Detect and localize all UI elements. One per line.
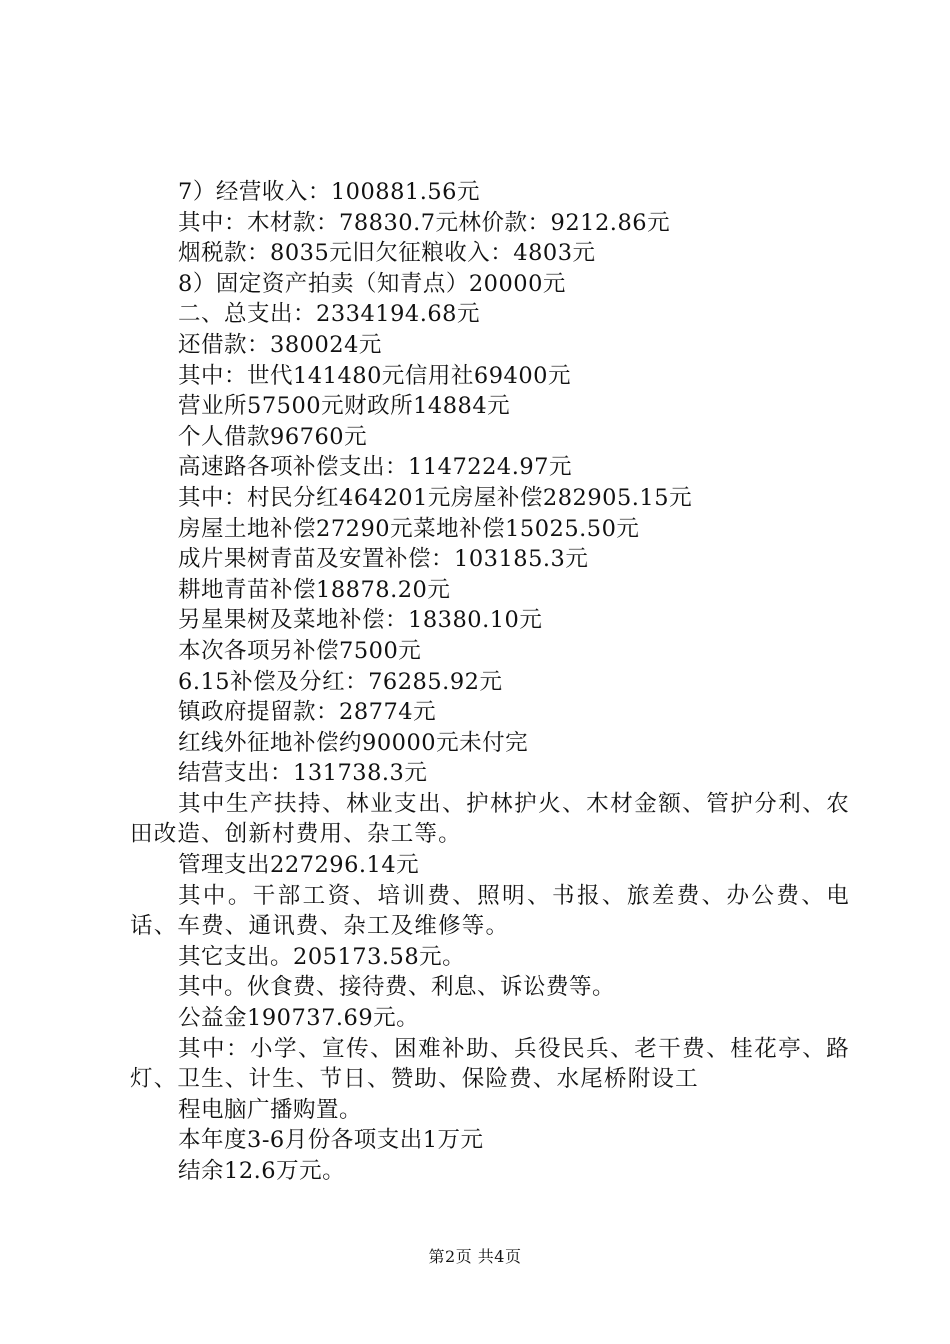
text-line-extra-compensation: 本次各项另补偿7500元 <box>178 637 422 664</box>
text-line-land-vegetable: 房屋土地补偿27290元菜地补偿15025.50元 <box>178 515 640 542</box>
text-line-highway-compensation: 高速路各项补偿支出：1147224.97元 <box>178 454 572 481</box>
text-line-orchard-resettlement: 成片果树青苗及安置补偿：103185.3元 <box>178 546 589 573</box>
text-line-scattered-trees: 另星果树及菜地补偿：18380.10元 <box>178 607 543 634</box>
text-line-town-retention: 镇政府提留款：28774元 <box>178 699 437 726</box>
page-footer: 第2页 共4页 <box>428 1247 522 1266</box>
document-body <box>130 177 850 1187</box>
text-line-loan-detail-2: 营业所57500元财政所14884元 <box>178 393 511 420</box>
text-line-dividend-housing: 其中：村民分红464201元房屋补偿282905.15元 <box>178 484 693 511</box>
text-line-total-expenditure: 二、总支出：2334194.68元 <box>178 301 480 328</box>
text-line-farmland-crops: 耕地青苗补偿18878.20元 <box>178 576 451 603</box>
text-line-balance: 结余12.6万元。 <box>178 1158 346 1184</box>
text-line-timber: 其中：木材款：78830.7元林价款：9212.86元 <box>178 209 671 236</box>
text-line-redline-land: 红线外征地补偿约90000元未付完 <box>178 729 529 756</box>
text-line-june15-compensation: 6.15补偿及分红：76285.92元 <box>178 668 503 695</box>
text-line-other-expenditure: 其它支出。205173.58元。 <box>178 943 466 970</box>
text-line-asset-auction: 8）固定资产拍卖（知青点）20000元 <box>178 270 566 297</box>
text-line-personal-loan: 个人借款96760元 <box>178 423 368 450</box>
text-line-business-income: 7）经营收入：100881.56元 <box>178 179 480 205</box>
text-line-loan-repayment: 还借款：380024元 <box>178 331 382 358</box>
text-line-quarter-expenditure: 本年度3-6月份各项支出1万元 <box>178 1127 484 1154</box>
paragraph-operating-detail: 其中生产扶持、林业支出、护林护火、木材金额、管护分利、农田改造、创新村费用、杂工等。 <box>130 790 850 848</box>
text-line-public-welfare: 公益金190737.69元。 <box>178 1005 420 1032</box>
text-line-operating-expenditure: 结营支出：131738.3元 <box>178 760 428 787</box>
text-line-other-detail: 其中。伙食费、接待费、利息、诉讼费等。 <box>178 974 616 1001</box>
paragraph-management-detail: 其中。干部工资、培训费、照明、书报、旅差费、办公费、电话、车费、通讯费、杂工及维修等。 <box>130 882 850 940</box>
text-line-loan-detail-1: 其中：世代141480元信用社69400元 <box>178 362 571 389</box>
text-line-tobacco-tax: 烟税款：8035元旧欠征粮收入：4803元 <box>178 240 596 267</box>
text-line-management-expenditure: 管理支出227296.14元 <box>178 852 420 879</box>
text-line-public-welfare-tail: 程电脑广播购置。 <box>178 1096 363 1123</box>
paragraph-public-welfare-detail: 其中：小学、宣传、困难补助、兵役民兵、老干费、桂花亭、路灯、卫生、计生、节日、赞助、保险费、水尾桥附设工 <box>130 1035 850 1093</box>
